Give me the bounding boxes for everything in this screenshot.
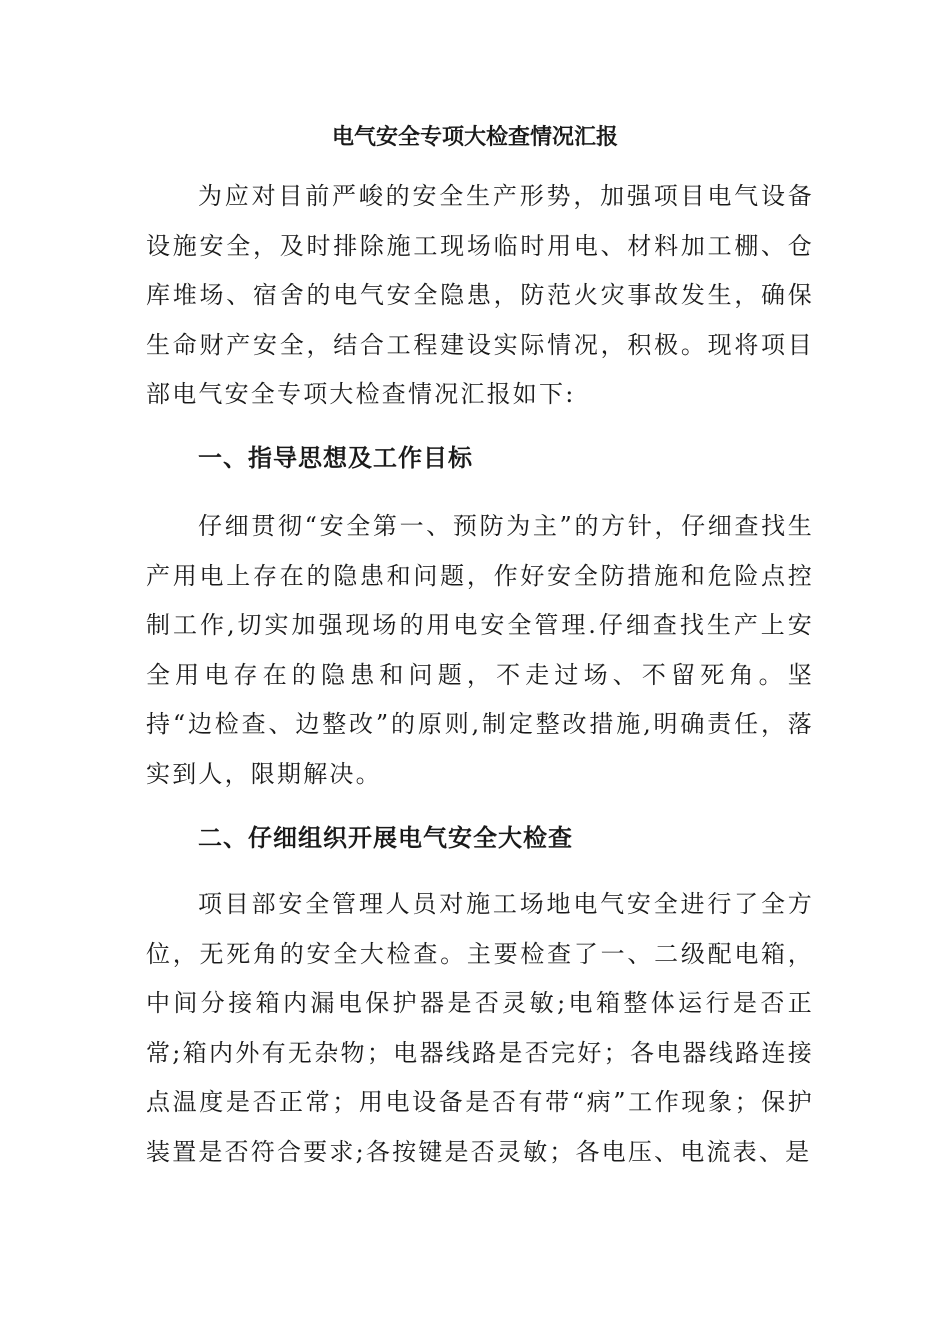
section-body-2: 项目部安全管理人员对施工场地电气安全进行了全方位，无死角的安全大检查。主要检查了一、二级配电箱，中间分接箱内漏电保护器是否灵敏;电箱整体运行是否正常;箱内外有无杂物；电器线路是否完好；各电器线路连接点温度是否正常；用电设备是否有带“病”工作现象；保护装置是否符合要求;各按键是否灵敏；各电压、电流表、是 bbox=[146, 890, 814, 1166]
section-heading-1: 一、指导思想及工作目标 bbox=[198, 444, 473, 472]
section-body-1: 仔细贯彻“安全第一、预防为主”的方针，仔细查找生产用电上存在的隐患和问题，作好安全防措施和危险点控制工作,切实加强现场的用电安全管理.仔细查找生产上安全用电存在的隐患和问题，不走过场、不留死角。坚持“边检查、边整改”的原则,制定整改措施,明确责任，落实到人，限期解决。 bbox=[146, 512, 814, 788]
section-heading-2: 二、仔细组织开展电气安全大检查 bbox=[198, 824, 573, 852]
intro-paragraph: 为应对目前严峻的安全生产形势，加强项目电气设备设施安全，及时排除施工现场临时用电、材料加工棚、仓库堆场、宿舍的电气安全隐患，防范火灾事故发生，确保生命财产安全，结合工程建设实际情况，积极。现将项目部电气安全专项大检查情况汇报如下: bbox=[146, 182, 814, 408]
document-title: 电气安全专项大检查情况汇报 bbox=[331, 125, 618, 150]
